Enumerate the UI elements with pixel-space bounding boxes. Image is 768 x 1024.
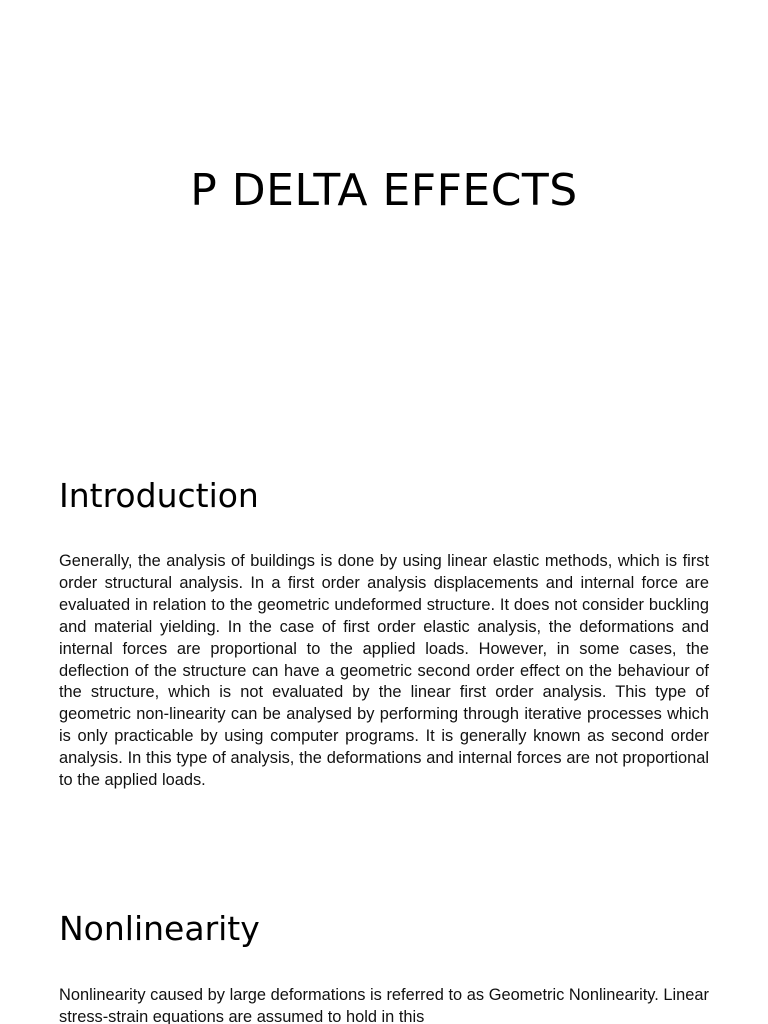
document-title: P DELTA EFFECTS xyxy=(190,165,578,216)
section-heading-introduction: Introduction xyxy=(59,476,259,515)
section-body-introduction: Generally, the analysis of buildings is done by using linear elastic methods, which is first order structural analysis. In a first order analysis displacements and internal force are evaluated in relation to the geometric undeformed structure. It does not consider buckling and material yielding. In the case of first order elastic analysis, the deformations and internal forces are proportional to the applied loads. However, in some cases, the deflection of the structure can have a geometric second order effect on the behaviour of the structure, which is not evaluated by the linear first order analysis. This type of geometric non-linearity can be analysed by performing through iterative processes which is only practicable by using computer programs. It is generally known as second order analysis. In this type of analysis, the deformations and internal forces are not proportional to the applied loads. xyxy=(59,552,709,790)
section-heading-nonlinearity: Nonlinearity xyxy=(59,909,260,948)
section-body-nonlinearity: Nonlinearity caused by large deformations is referred to as Geometric Nonlinearity. Linear stress-strain equations are assumed to hold in this xyxy=(59,986,709,1024)
